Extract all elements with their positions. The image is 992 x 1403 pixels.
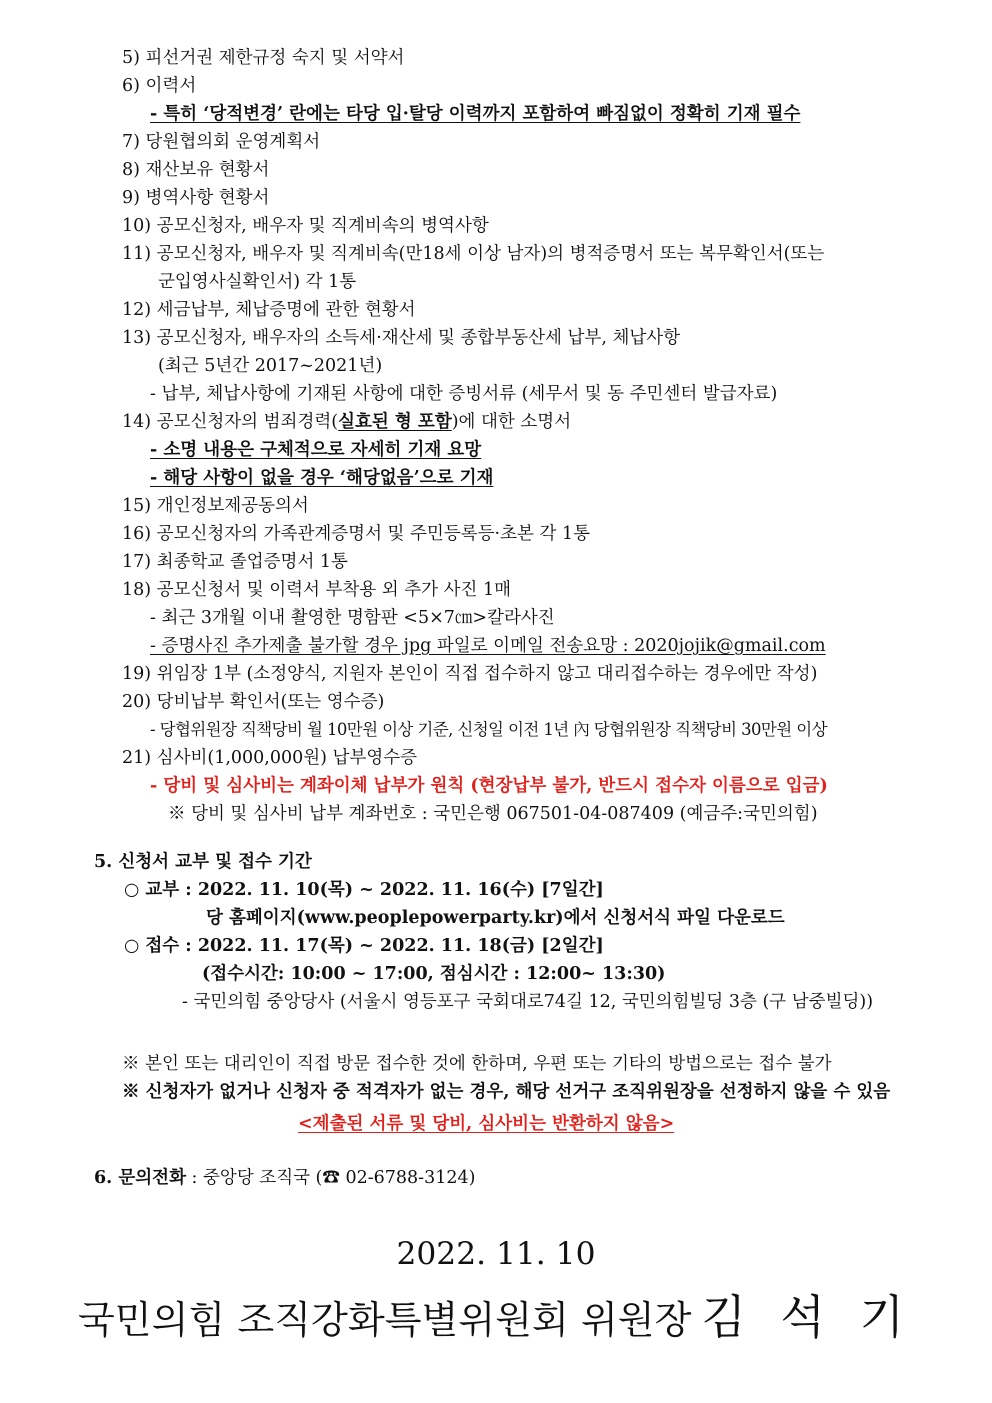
item-12: 12) 세금납부, 체납증명에 관한 현황서 (122, 300, 416, 320)
item-14-emphasis: 실효된 형 포함 (338, 412, 452, 432)
item-20: 20) 당비납부 확인서(또는 영수증) (122, 692, 385, 712)
item-7: 7) 당원협의회 운영계획서 (122, 132, 321, 152)
item-14-note-2: - 해당 사항이 없을 경우 ‘해당없음’으로 기재 (150, 468, 494, 488)
item-20-note: - 당협위원장 직책당비 월 10만원 이상 기준, 신청일 이전 1년 內 당협위원장 직책당비 30만원 이상 (150, 720, 827, 739)
note-3: <제출된 서류 및 당비, 심사비는 반환하지 않음> (298, 1114, 675, 1134)
item-11: 11) 공모신청자, 배우자 및 직계비속(만18세 이상 남자)의 병적증명서 또는 복무확인서(또는 (122, 244, 825, 264)
footer-signature (0, 1292, 992, 1345)
section-5-place: - 국민의힘 중앙당사 (서울시 영등포구 국회대로74길 12, 국민의힘빌딩 3층 (구 남중빌딩)) (182, 992, 874, 1012)
item-21: 21) 심사비(1,000,000원) 납부영수증 (122, 748, 418, 768)
section-6 (94, 1164, 475, 1192)
item-15: 15) 개인정보제공동의서 (122, 496, 309, 516)
item-18-note-2: - 증명사진 추가제출 불가할 경우 jpg 파일로 이메일 전송요망 : 2020jojik@gmail.com (150, 636, 826, 656)
item-21-note: - 당비 및 심사비는 계좌이체 납부가 원칙 (현장납부 불가, 반드시 접수자 이름으로 입금) (150, 776, 828, 796)
item-13-note: - 납부, 체납사항에 기재된 사항에 대한 증빙서류 (세무서 및 동 주민센터 발급자료) (150, 384, 778, 404)
item-17: 17) 최종학교 졸업증명서 1통 (122, 552, 348, 572)
item-14-note-1: - 소명 내용은 구체적으로 자세히 기재 요망 (150, 440, 482, 460)
item-18: 18) 공모신청서 및 이력서 부착용 외 추가 사진 1매 (122, 580, 512, 600)
note-2: ※ 신청자가 없거나 신청자 중 적격자가 없는 경우, 해당 선거구 조직위원장을 선정하지 않을 수 있음 (122, 1082, 891, 1102)
item-14 (122, 408, 571, 436)
item-8: 8) 재산보유 현황서 (122, 160, 270, 180)
section-5-issue-detail: 당 홈페이지(www.peoplepowerparty.kr)에서 신청서식 파일 다운로드 (206, 908, 785, 928)
section-5-receipt: ○ 접수 : 2022. 11. 17(목) ~ 2022. 11. 18(금) [2일간] (124, 936, 604, 956)
item-18-note-1: - 최근 3개월 이내 촬영한 명함판 <5×7㎝>칼라사진 (150, 608, 555, 628)
section-5-hours: (접수시간: 10:00 ~ 17:00, 점심시간 : 12:00~ 13:30) (202, 964, 666, 984)
footer-org: 국민의힘 조직강화특별위원회 위원장 (77, 1298, 692, 1342)
item-11-cont: 군입영사실확인서) 각 1통 (158, 272, 357, 292)
item-16: 16) 공모신청자의 가족관계증명서 및 주민등록등·초본 각 1통 (122, 524, 590, 544)
item-13-period: (최근 5년간 2017~2021년) (158, 356, 383, 376)
section-5-issue: ○ 교부 : 2022. 11. 10(목) ~ 2022. 11. 16(수) [7일간] (124, 880, 604, 900)
item-13: 13) 공모신청자, 배우자의 소득세·재산세 및 종합부동산세 납부, 체납사항 (122, 328, 681, 348)
item-19: 19) 위임장 1부 (소정양식, 지원자 본인이 직접 접수하지 않고 대리접수하는 경우에만 작성) (122, 664, 818, 684)
section-6-text: : 중앙당 조직국 (☎ 02-6788-3124) (185, 1168, 476, 1188)
item-5: 5) 피선거권 제한규정 숙지 및 서약서 (122, 48, 405, 68)
item-9: 9) 병역사항 현황서 (122, 188, 270, 208)
footer-date: 2022. 11. 10 (396, 1236, 596, 1272)
section-6-label: 6. 문의전화 (94, 1168, 186, 1188)
item-10: 10) 공모신청자, 배우자 및 직계비속의 병역사항 (122, 216, 489, 236)
item-14-text-a: 14) 공모신청자의 범죄경력( (122, 412, 339, 432)
item-6: 6) 이력서 (122, 76, 197, 96)
footer-name: 김 석 기 (701, 1290, 915, 1344)
section-5-title: 5. 신청서 교부 및 접수 기간 (94, 852, 312, 872)
item-21-account: ※ 당비 및 심사비 납부 계좌번호 : 국민은행 067501-04-087409 (예금주:국민의힘) (168, 804, 818, 824)
item-14-text-b: )에 대한 소명서 (451, 412, 572, 432)
note-1: ※ 본인 또는 대리인이 직접 방문 접수한 것에 한하며, 우편 또는 기타의 방법으로는 접수 불가 (122, 1054, 832, 1074)
item-6-note: - 특히 ‘당적변경’ 란에는 타당 입·탈당 이력까지 포함하여 빠짐없이 정확히 기재 필수 (150, 104, 801, 124)
